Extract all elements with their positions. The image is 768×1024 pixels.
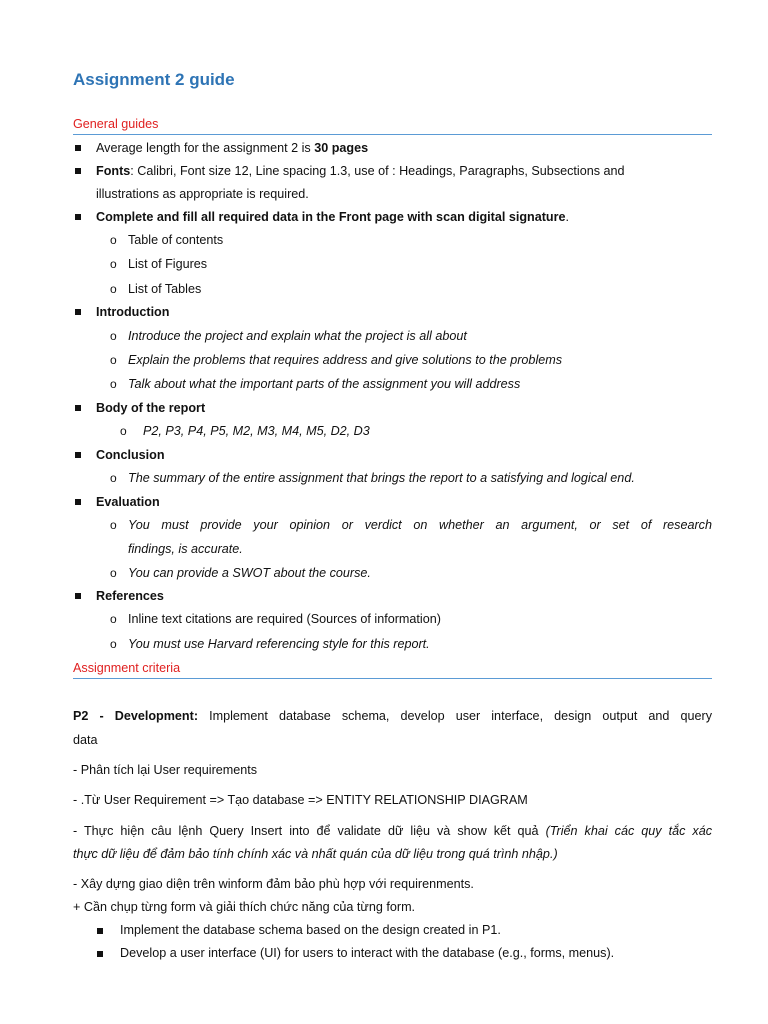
assignment-criteria-heading: Assignment criteria [73,659,712,679]
circle-marker: o [110,637,117,651]
criteria-line: + Cần chụp từng form và giải thích chức năng của từng form. [73,900,416,914]
references-item: You must use Harvard referencing style for this report. [128,637,430,651]
conclusion-label: Conclusion [96,448,165,462]
bullet-marker [75,303,83,321]
references-item: Inline text citations are required (Sources of information) [128,612,441,626]
bullet-marker [75,162,83,180]
criteria-bullet: Develop a user interface (UI) for users to interact with the database (e.g., forms, menus). [120,946,615,960]
bullet-marker [75,493,83,511]
circle-marker: o [110,329,117,343]
fonts-label: Fonts [96,164,131,178]
circle-marker: o [110,518,117,532]
criteria-bullet: Implement the database schema based on the design created in P1. [120,923,501,937]
length-item [96,139,368,157]
criteria-line [73,822,712,840]
circle-marker: o [110,353,117,367]
evaluation-item-cont: findings, is accurate. [128,542,243,556]
p2-label: P2 - Development: [73,709,199,723]
length-bold: 30 pages [314,141,369,155]
circle-marker: o [110,233,117,247]
bullet-marker [75,587,83,605]
evaluation-item: You must provide your opinion or verdict on whether an argument, or set of research [128,518,712,532]
bullet-marker [75,399,83,417]
conclusion-item: The summary of the entire assignment that brings the report to a satisfying and logical end. [128,471,635,485]
front-page-suffix: . [565,210,570,224]
fonts-item [96,162,625,180]
fonts-text: : Calibri, Font size 12, Line spacing 1.3, use of : Headings, Paragraphs, Subsections and [130,164,625,178]
intro-item: Talk about what the important parts of the assignment you will address [128,377,521,391]
bullet-marker [75,139,83,157]
front-page-text: Complete and fill all required data in the Front page with scan digital signature [96,210,566,224]
circle-marker: o [110,377,117,391]
page-title: Assignment 2 guide [73,70,235,89]
body-label: Body of the report [96,401,206,415]
circle-marker: o [110,257,117,271]
front-page-item [96,208,569,226]
bullet-marker [97,944,103,962]
front-item-figures: List of Figures [128,257,208,271]
p2-paragraph [73,707,712,725]
evaluation-label: Evaluation [96,495,160,509]
p2-text-cont: data [73,733,98,747]
fonts-text-cont: illustrations as appropriate is required. [96,187,309,201]
criteria-line-italic: (Triển khai các quy tắc xác [545,824,712,838]
p2-text: Implement database schema, develop user interface, design output and query [198,709,712,723]
circle-marker: o [110,612,117,626]
general-guides-heading: General guides [73,115,712,135]
intro-item: Introduce the project and explain what the project is all about [128,329,467,343]
front-item-tables: List of Tables [128,282,202,296]
circle-marker: o [110,471,117,485]
criteria-line: - .Từ User Requirement => Tạo database => ENTITY RELATIONSHIP DIAGRAM [73,793,528,807]
criteria-line-italic-cont: thực dữ liệu để đảm bảo tính chính xác và nhất quán của dữ liệu trong quá trình nhập.) [73,847,558,861]
criteria-line: - Phân tích lại User requirements [73,763,258,777]
evaluation-item: You can provide a SWOT about the course. [128,566,371,580]
body-item: P2, P3, P4, P5, M2, M3, M4, M5, D2, D3 [143,424,370,438]
criteria-line: - Xây dựng giao diện trên winform đảm bảo phù hợp với requirenments. [73,877,474,891]
bullet-marker [97,921,103,939]
front-item-toc: Table of contents [128,233,224,247]
intro-item: Explain the problems that requires address and give solutions to the problems [128,353,563,367]
circle-marker: o [110,566,117,580]
bullet-marker [75,446,83,464]
circle-marker: o [110,282,117,296]
references-label: References [96,589,164,603]
criteria-line-text: - Thực hiện câu lệnh Query Insert into để validate dữ liệu và show kết quả [73,824,546,838]
length-text: Average length for the assignment 2 is [96,141,315,155]
bullet-marker [75,208,83,226]
intro-label: Introduction [96,305,170,319]
circle-marker: o [120,424,127,438]
